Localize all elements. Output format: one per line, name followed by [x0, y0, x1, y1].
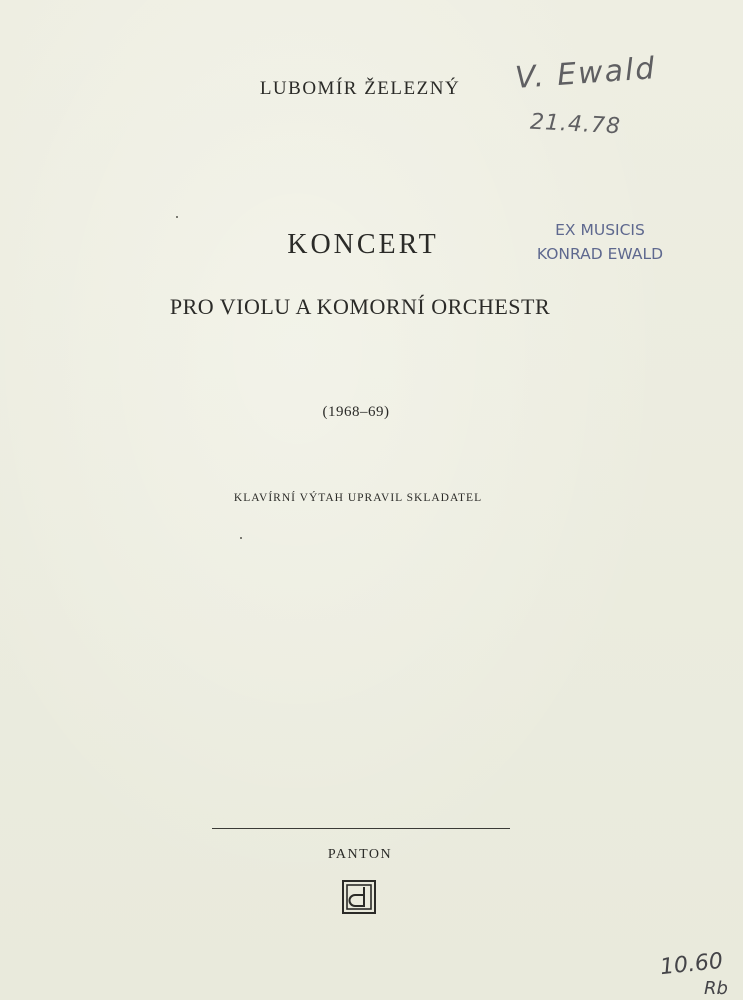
paper-speck: [240, 537, 242, 539]
panton-logo-icon: [342, 880, 376, 914]
handwritten-price: 10.60: [658, 948, 725, 981]
composer-name: LUBOMÍR ŽELEZNÝ: [259, 78, 461, 99]
handwritten-code: Rb: [704, 978, 728, 999]
publisher-name: PANTON: [327, 847, 393, 862]
handwritten-date: 21.4.78: [529, 109, 622, 140]
stamp-line-2: KONRAD EWALD: [536, 245, 664, 263]
arrangement-note: KLAVÍRNÍ VÝTAH UPRAVIL SKLADATEL: [233, 492, 483, 504]
stamp-line-1: EX MUSICIS: [555, 221, 645, 239]
paper-speck: [176, 216, 178, 218]
work-title: KONCERT: [287, 229, 439, 260]
work-subtitle: PRO VIOLU A KOMORNÍ ORCHESTR: [169, 294, 551, 319]
divider-rule: [212, 828, 510, 829]
handwritten-owner-name: V. Ewald: [513, 51, 658, 96]
composition-years: (1968–69): [322, 404, 390, 420]
